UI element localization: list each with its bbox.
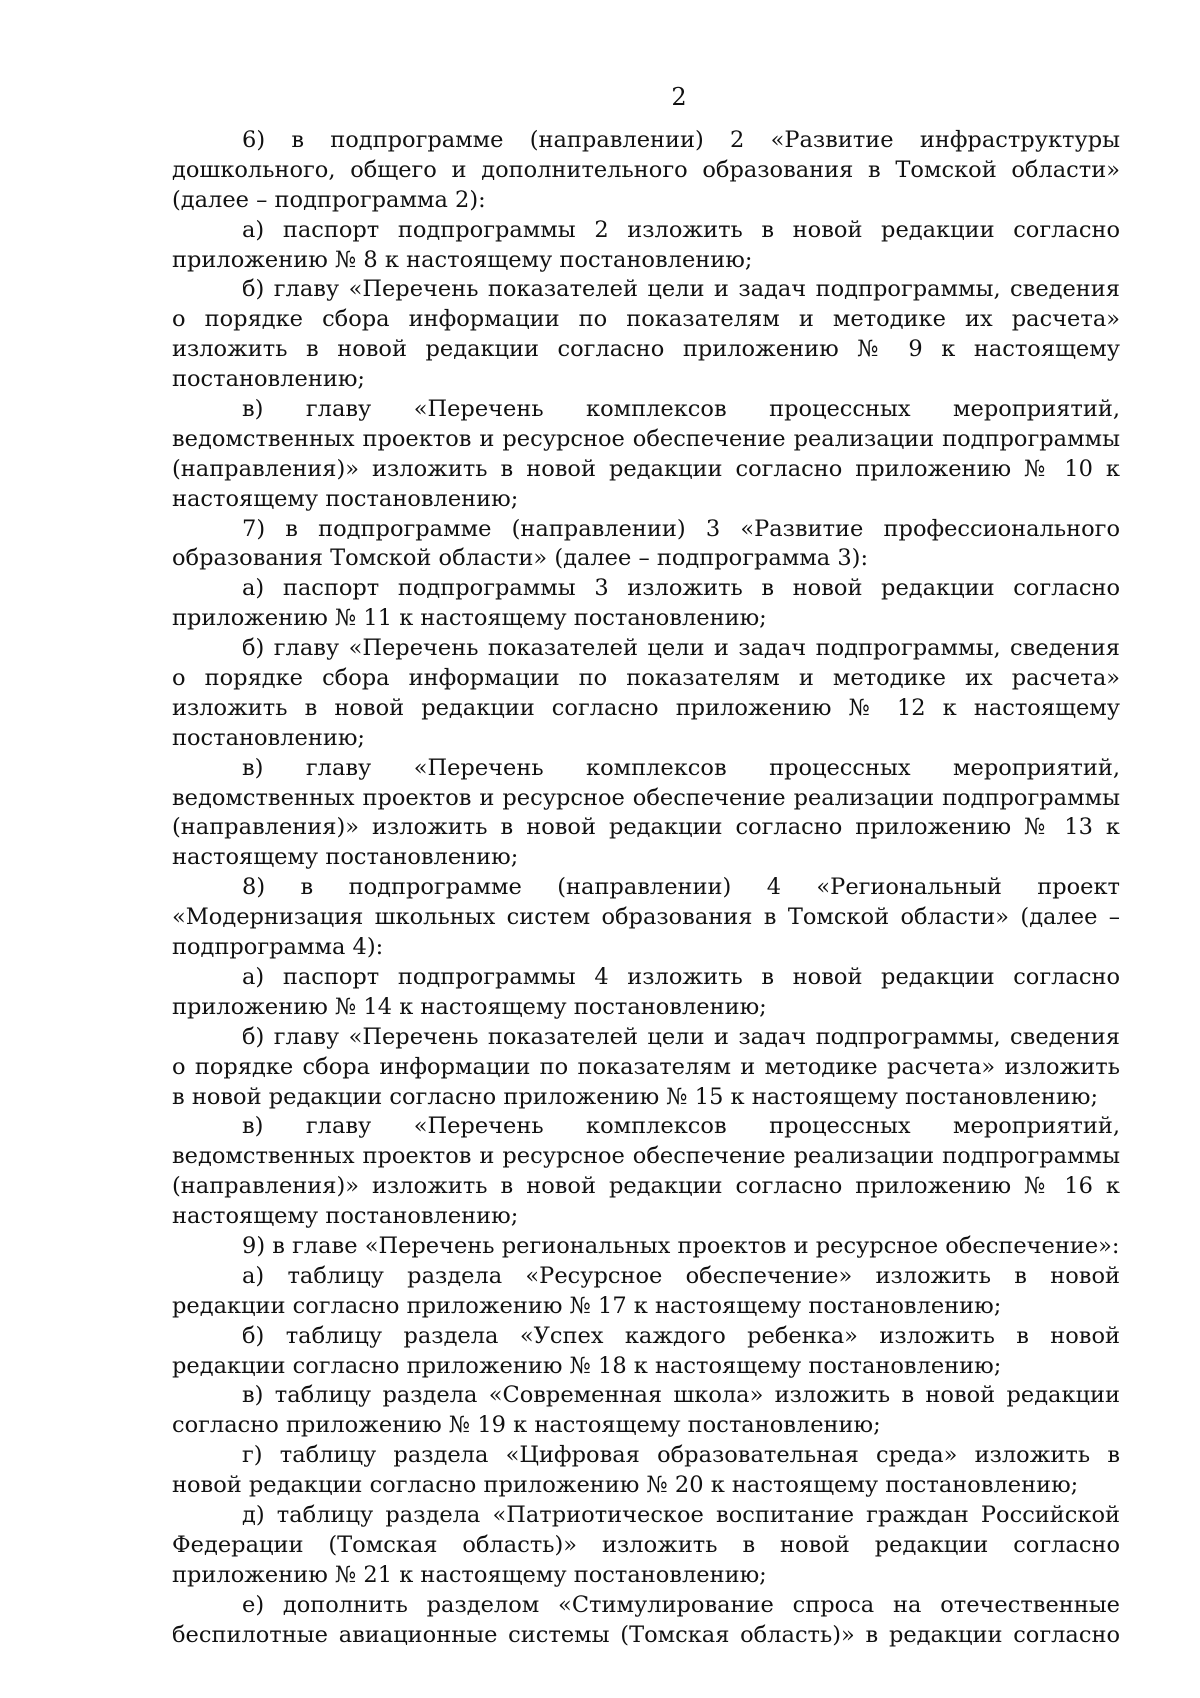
clause-8a: а) паспорт подпрограммы 4 изложить в новой редакции согласно приложению № 14 к настоящему постановлению; (172, 963, 1120, 1020)
clause-6b: б) главу «Перечень показателей цели и задач подпрограммы, сведения о порядке сбора информации по показателям и методике их расчета» изложить в новой редакции согласно приложению № 9 к настоящему постановлению; (172, 276, 1120, 393)
clause-9b: б) таблицу раздела «Успех каждого ребенка» изложить в новой редакции согласно приложению № 18 к настоящему постановлению; (172, 1322, 1120, 1379)
clause-7c: в) главу «Перечень комплексов процессных мероприятий, ведомственных проектов и ресурсное обеспечение реализации подпрограммы (направления)» изложить в новой редакции согласно приложению № 13 к настоящему постановлению; (172, 754, 1120, 871)
clause-7b: б) главу «Перечень показателей цели и задач подпрограммы, сведения о порядке сбора информации по показателям и методике их расчета» изложить в новой редакции согласно приложению № 12 к настоящему постановлению; (172, 635, 1120, 751)
clause-6a: а) паспорт подпрограммы 2 изложить в новой редакции согласно приложению № 8 к настоящему постановлению; (172, 216, 1120, 273)
clause-6c: в) главу «Перечень комплексов процессных мероприятий, ведомственных проектов и ресурсное обеспечение реализации подпрограммы (направления)» изложить в новой редакции согласно приложению № 10 к настоящему постановлению; (172, 396, 1120, 512)
clause-9e: д) таблицу раздела «Патриотическое воспитание граждан Российской Федерации (Томская область)» изложить в новой редакции согласно приложению № 21 к настоящему постановлению; (172, 1501, 1120, 1588)
clause-9f: е) дополнить разделом «Стимулирование спроса на отечественные беспилотные авиационные системы (Томская область)» в редакции согласно (172, 1591, 1120, 1648)
document-body (172, 126, 1120, 1650)
clause-7: 7) в подпрограмме (направлении) 3 «Развитие профессионального образования Томской области» (далее – подпрограмма 3): (172, 515, 1120, 572)
page-number: 2 (671, 83, 687, 111)
clause-9: 9) в главе «Перечень региональных проектов и ресурсное обеспечение»: (242, 1232, 1120, 1259)
clause-9a: а) таблицу раздела «Ресурсное обеспечение» изложить в новой редакции согласно приложению № 17 к настоящему постановлению; (172, 1262, 1120, 1319)
clause-9c: в) таблицу раздела «Современная школа» изложить в новой редакции согласно приложению № 19 к настоящему постановлению; (172, 1382, 1120, 1439)
clause-8: 8) в подпрограмме (направлении) 4 «Региональный проект «Модернизация школьных систем образования в Томской области» (далее – подпрограмма 4): (172, 874, 1120, 961)
clause-8b: б) главу «Перечень показателей цели и задач подпрограммы, сведения о порядке сбора информации по показателям и методике расчета» изложить в новой редакции согласно приложению № 15 к настоящему постановлению; (172, 1023, 1120, 1110)
clause-9d: г) таблицу раздела «Цифровая образовательная среда» изложить в новой редакции согласно приложению № 20 к настоящему постановлению; (172, 1442, 1120, 1499)
clause-7a: а) паспорт подпрограммы 3 изложить в новой редакции согласно приложению № 11 к настоящему постановлению; (172, 575, 1120, 632)
clause-8c: в) главу «Перечень комплексов процессных мероприятий, ведомственных проектов и ресурсное обеспечение реализации подпрограммы (направления)» изложить в новой редакции согласно приложению № 16 к настоящему постановлению; (172, 1113, 1120, 1230)
clause-6: 6) в подпрограмме (направлении) 2 «Развитие инфраструктуры дошкольного, общего и дополнительного образования в Томской области» (далее – подпрограмма 2): (172, 127, 1120, 213)
